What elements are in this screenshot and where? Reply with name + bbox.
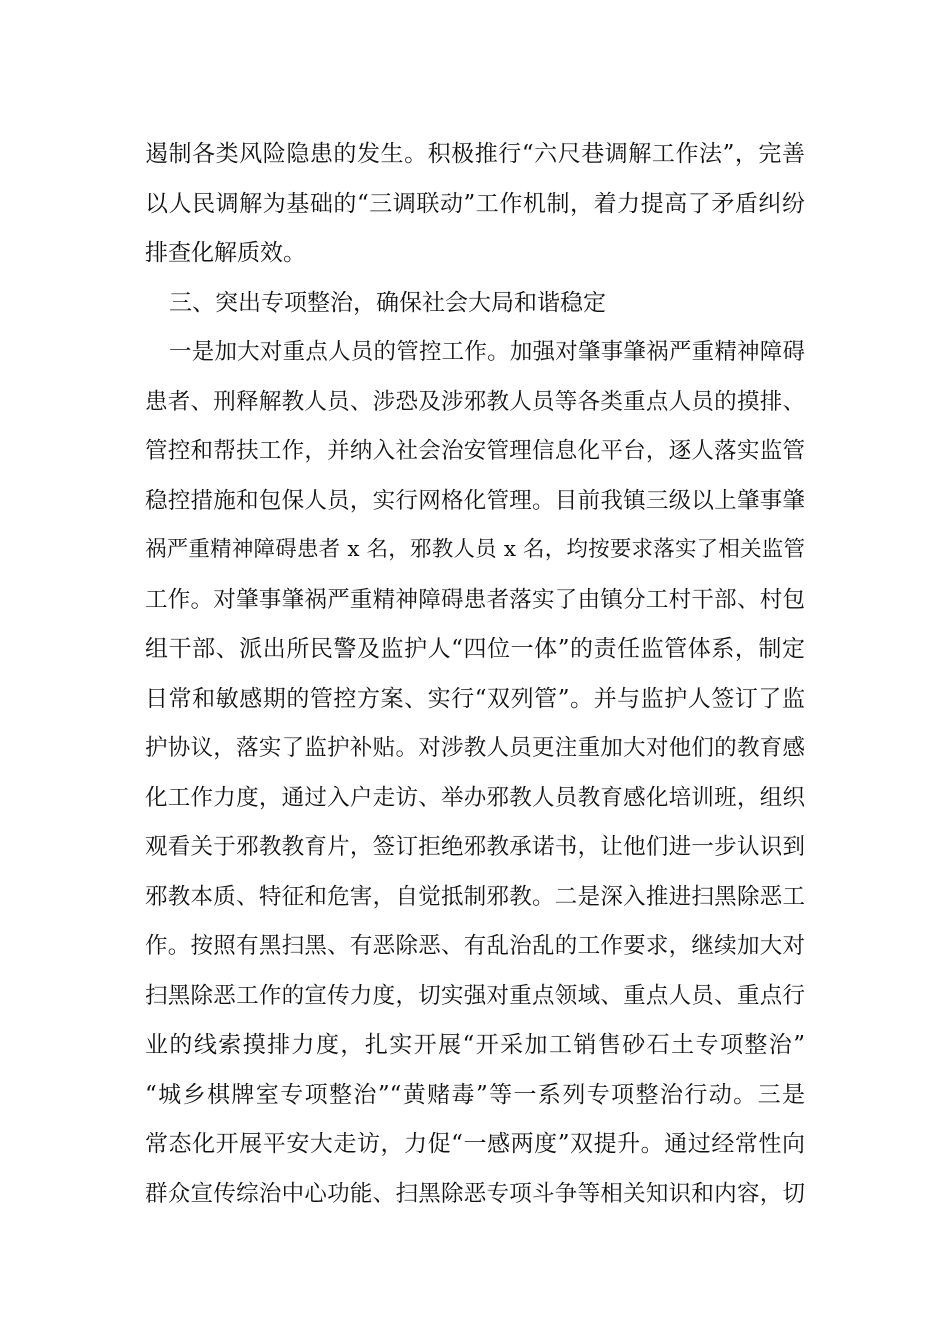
- text-line: 邪教本质、特征和危害，自觉抵制邪教。二是深入推进扫黑除恶工: [145, 884, 805, 910]
- text-line: “城乡棋牌室专项整治”“黄赌毒”等一系列专项整治行动。三是: [145, 1082, 805, 1108]
- text-line: 患者、刑释解教人员、涉恐及涉邪教人员等各类重点人员的摸排、: [145, 389, 805, 415]
- text-line: 作。按照有黑扫黑、有恶除恶、有乱治乱的工作要求，继续加大对: [145, 933, 805, 959]
- section-heading: 三、突出专项整治，确保社会大局和谐稳定: [169, 290, 606, 316]
- text-line: 工作。对肇事肇祸严重精神障碍患者落实了由镇分工村干部、村包: [145, 587, 805, 613]
- text-line: 遏制各类风险隐患的发生。积极推行“六尺巷调解工作法”，完善: [145, 141, 805, 167]
- text-line: 排查化解质效。: [145, 240, 306, 266]
- text-line: 业的线索摸排力度，扎实开展“开采加工销售砂石土专项整治”: [145, 1032, 805, 1058]
- text-line: 稳控措施和包保人员，实行网格化管理。目前我镇三级以上肇事肇: [145, 488, 805, 514]
- text-line: 群众宣传综治中心功能、扫黑除恶专项斗争等相关知识和内容，切: [145, 1181, 805, 1207]
- text-line: 祸严重精神障碍患者 x 名，邪教人员 x 名，均按要求落实了相关监管: [145, 537, 805, 562]
- text-line: 组干部、派出所民警及监护人“四位一体”的责任监管体系，制定: [145, 636, 805, 662]
- text-line: 观看关于邪教教育片，签订拒绝邪教承诺书，让他们进一步认识到: [145, 834, 805, 860]
- text-line: 以人民调解为基础的“三调联动”工作机制，着力提高了矛盾纠纷: [145, 191, 805, 217]
- paragraph-first-line: 一是加大对重点人员的管控工作。加强对肇事肇祸严重精神障碍: [169, 339, 805, 365]
- text-line: 扫黑除恶工作的宣传力度，切实强对重点领域、重点人员、重点行: [145, 983, 805, 1009]
- text-line: 化工作力度，通过入户走访、举办邪教人员教育感化培训班，组织: [145, 785, 805, 811]
- text-line: 日常和敏感期的管控方案、实行“双列管”。并与监护人签订了监: [145, 686, 805, 712]
- text-line: 常态化开展平安大走访，力促“一感两度”双提升。通过经常性向: [145, 1131, 805, 1157]
- text-line: 护协议，落实了监护补贴。对涉教人员更注重加大对他们的教育感: [145, 735, 805, 761]
- text-line: 管控和帮扶工作，并纳入社会治安管理信息化平台，逐人落实监管: [145, 438, 805, 464]
